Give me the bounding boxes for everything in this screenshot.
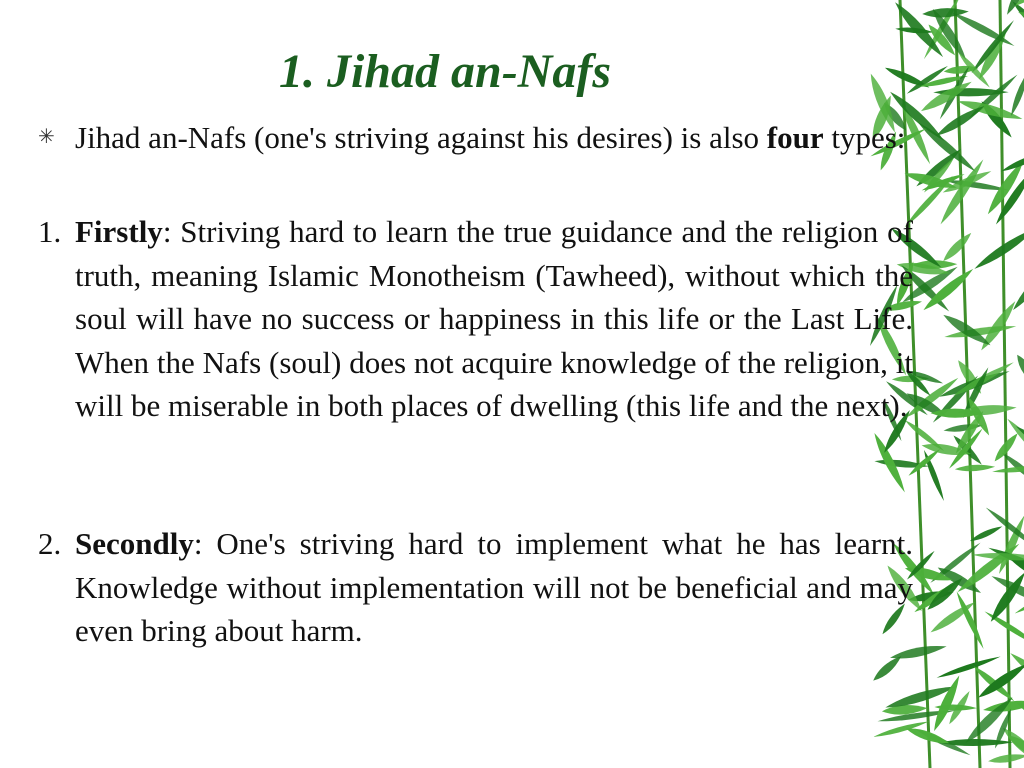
numbered-item-1 xyxy=(38,210,913,428)
bamboo-leaf xyxy=(870,653,904,684)
bamboo-leaf xyxy=(955,464,996,473)
bamboo-leaf xyxy=(936,654,1002,680)
item-text: : Striving hard to learn the true guidance and the religion of truth, meaning Islamic Monotheism (Tawheed), without which the soul will have no success or happiness in this life or the Last Life. When the Nafs (soul) does not acquire knowledge of the religion, it will be miserable in both places of dwelling (this life and the next). xyxy=(75,214,913,423)
item-text: : One's striving hard to implement what he has learnt. Knowledge without implementation will not be beneficial and may even bring about harm. xyxy=(75,526,913,648)
intro-bullet xyxy=(38,116,913,160)
bamboo-leaf xyxy=(1013,352,1024,387)
item-number: 1. xyxy=(38,214,62,249)
bamboo-leaf xyxy=(972,224,1024,272)
item-number: 2. xyxy=(38,526,62,561)
slide-title: 1. Jihad an-Nafs xyxy=(278,45,612,98)
bamboo-leaf xyxy=(883,65,930,91)
asterisk-bullet-icon: ✳ xyxy=(38,126,55,148)
bamboo-leaf xyxy=(954,590,986,650)
bamboo-leaf xyxy=(983,609,1024,649)
bamboo-leaf xyxy=(976,660,1024,701)
intro-text-a: Jihad an-Nafs (one's striving against his desires) is also xyxy=(75,120,767,155)
numbered-item-2 xyxy=(38,522,913,653)
intro-text-b: types: xyxy=(823,120,906,155)
bamboo-leaf xyxy=(940,230,974,264)
item-heading: Firstly xyxy=(75,214,163,249)
item-heading: Secondly xyxy=(75,526,194,561)
bamboo-leaf xyxy=(988,752,1024,765)
bamboo-leaf xyxy=(921,449,946,502)
intro-bold: four xyxy=(766,120,824,155)
bamboo-leaf xyxy=(977,298,1019,353)
bamboo-leaf xyxy=(1008,70,1024,117)
